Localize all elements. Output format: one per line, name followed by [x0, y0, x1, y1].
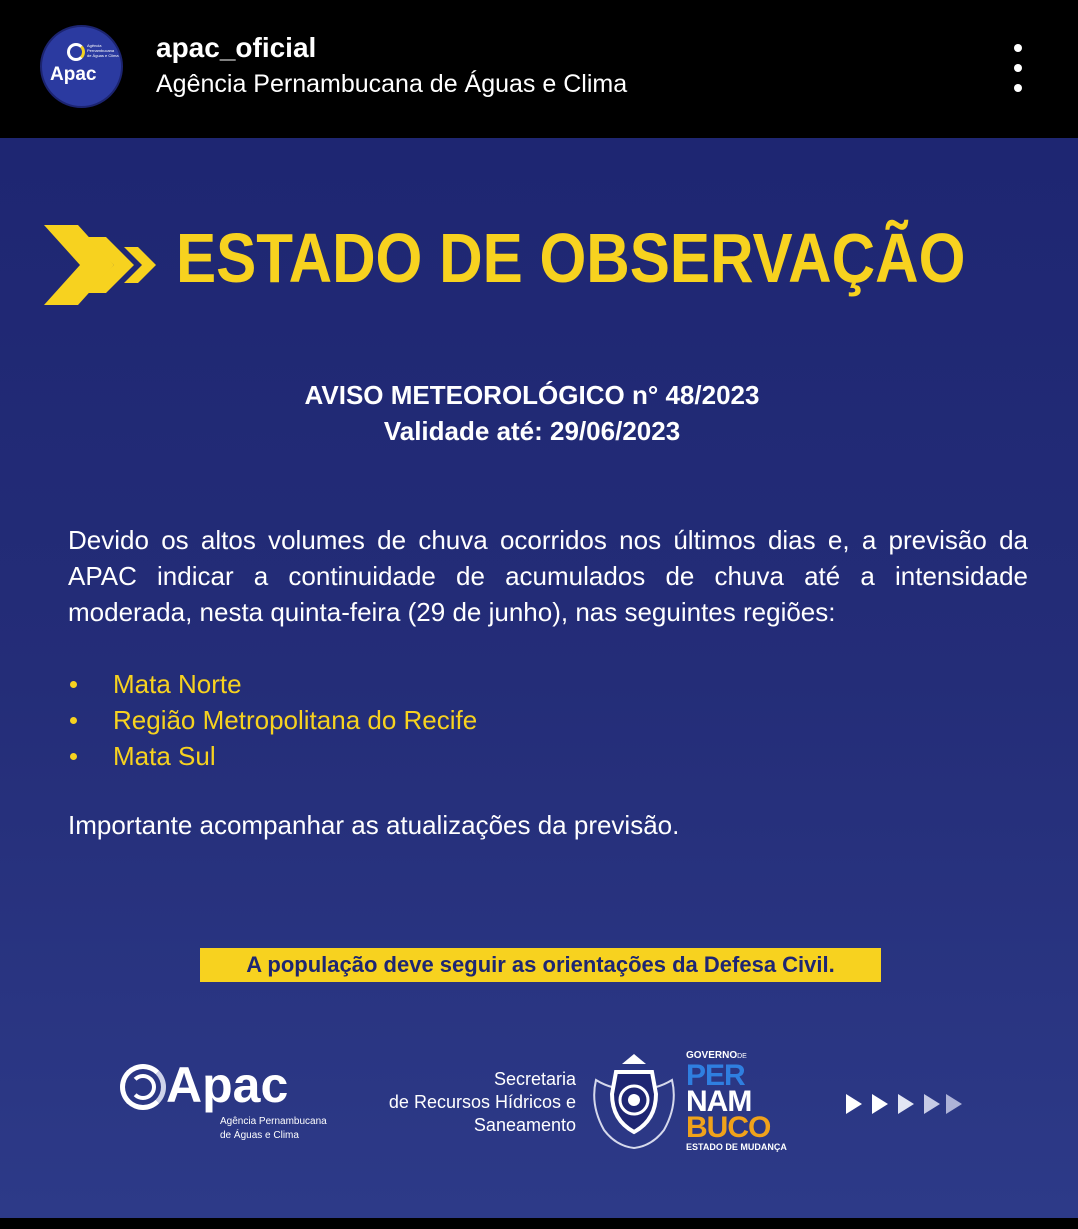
- more-vertical-icon: [1014, 44, 1022, 52]
- play-arrows-icon: [846, 1092, 962, 1116]
- regions-list: [68, 666, 477, 774]
- bullet-icon: [70, 681, 77, 688]
- apac-logo-tag: de Águas e Clima: [220, 1130, 299, 1141]
- apac-logo-word: Apac: [166, 1057, 289, 1113]
- profile-avatar[interactable]: [40, 25, 123, 108]
- double-chevron-icon: [44, 225, 156, 305]
- state-coat-of-arms-icon: [586, 1050, 682, 1150]
- username-link[interactable]: apac_oficial: [156, 32, 317, 63]
- bullet-icon: [70, 717, 77, 724]
- apac-footer-logo: [120, 1057, 360, 1150]
- important-note: Importante acompanhar as atualizações da previsão.: [68, 810, 680, 840]
- notice-number: AVISO METEOROLÓGICO n° 48/2023: [304, 380, 760, 410]
- apac-logo-icon: [67, 43, 85, 61]
- apac-logo-tag: Agência Pernambucana: [220, 1116, 327, 1127]
- civil-defense-banner: A população deve seguir as orientações da Defesa Civil.: [200, 948, 881, 982]
- profile-subtitle: Agência Pernambucana de Águas e Clima: [156, 70, 628, 98]
- secretaria-text: Secretaria de Recursos Hídricos e Saneamento: [388, 1069, 576, 1135]
- avatar-logo-text: Apac: [50, 64, 97, 85]
- more-options-button[interactable]: [1004, 40, 1032, 96]
- body-text: Devido os altos volumes de chuva ocorridos nos últimos dias e, a previsão da APAC indicar a continuidade de acumulados de chuva até a intensidade moderada, nesta quinta-feira (29 de junho), nas seguintes regiões:: [68, 525, 1028, 627]
- list-item: Região Metropolitana do Recife: [68, 702, 477, 738]
- governo-pernambuco-logo: GOVERNODE PER NAM BUCO ESTADO DE MUDANÇA: [686, 1050, 787, 1152]
- post-header: [0, 0, 1078, 138]
- list-item: Mata Norte: [68, 666, 477, 702]
- avatar-small-text: Agência Pernambucana de Águas e Clima: [87, 43, 119, 58]
- bullet-icon: [70, 753, 77, 760]
- list-item: Mata Sul: [68, 738, 477, 774]
- headline: ESTADO DE OBSERVAÇÃO: [176, 219, 966, 297]
- post-image[interactable]: [0, 138, 1078, 1218]
- notice-validity: Validade até: 29/06/2023: [383, 416, 681, 446]
